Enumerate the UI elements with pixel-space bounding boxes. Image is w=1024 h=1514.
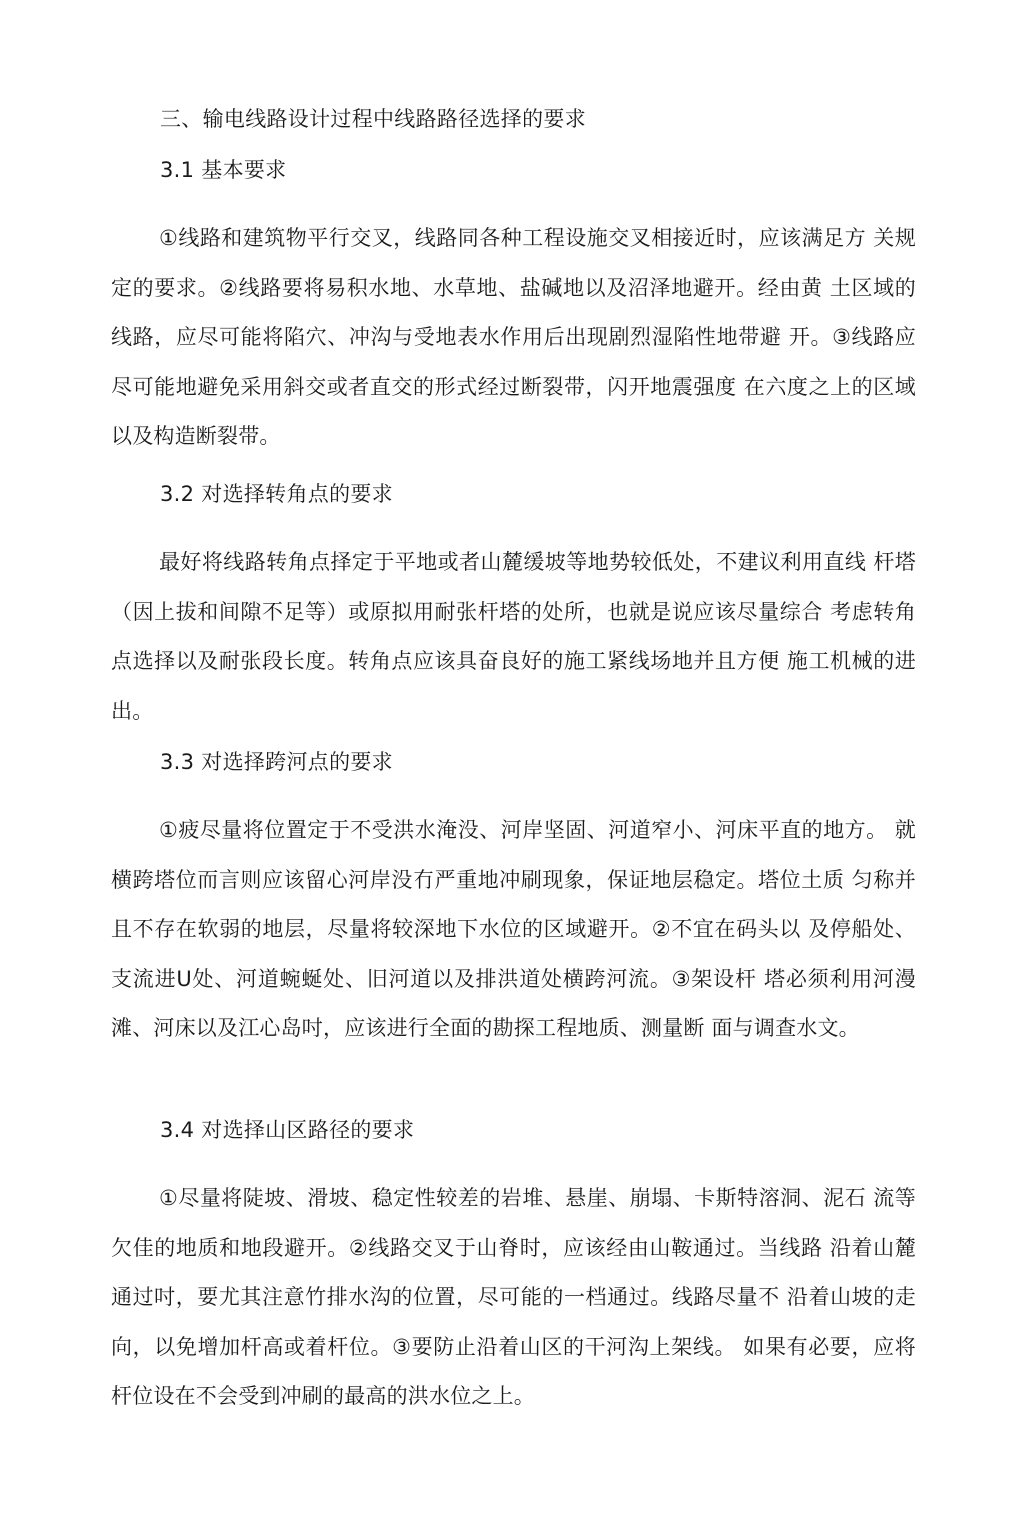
section-body-3-2: 最好将线路转角点择定于平地或者山麓缓坡等地势较低处，不建议利用直线 杆塔（因上拔和间隙不足等）或原拟用耐张杆塔的处所，也就是说应该尽量综合 考虑转角点选择以及耐张段长度。转角点应该具奋良好的施工紧线场地并且方便 施工机械的进出。: [111, 550, 916, 723]
section-body-3-3: ①疲尽量将位置定于不受洪水淹没、河岸坚固、河道窄小、河床平直的地方。 就横跨塔位而言则应该留心河岸没冇严重地冲刷现象，保证地层稳定。塔位土质 匀称并且不存在软弱的地层，尽量将较深地下水位的区域避开。②不宜在码头以 及停船处、支流进U处、河道蜿蜒处、旧河道以及排洪道处横跨河流。③架设杆 塔必须利用河漫滩、河床以及江心岛吋，应该进行全面的勘探工程地质、测量断 面与调查水文。: [111, 818, 916, 1041]
section-heading-3-2: 3.2 对选择转角点的要求: [160, 482, 393, 506]
section-heading-3-3: 3.3 对选择跨河点的要求: [160, 750, 393, 774]
section-body-3-4: ①尽量将陡坡、滑坡、稳定性较差的岩堆、悬崖、崩塌、卡斯特溶洞、泥石 流等欠佳的地质和地段避开。②线路交叉于山脊时，应该经由山鞍通过。当线路 沿着山麓通过吋，要尤其注意竹排水沟的位置，尽可能的一档通过。线路尽量不 沿着山坡的走向，以免增加杆高或着杆位。③要防止沿着山区的干河沟上架线。 如果有必要，应将杆位设在不会受到冲刷的最高的洪水位之上。: [111, 1186, 916, 1409]
main-heading: 三、输电线路设计过程中线路路径选择的要求: [160, 107, 586, 131]
section-heading-3-4: 3.4 对选择山区路径的要求: [160, 1118, 415, 1142]
section-heading-3-1: 3.1 基本要求: [160, 158, 287, 182]
section-body-3-1: ①线路和建筑物平行交叉，线路同各种工程设施交叉相接近时，应该满足方 关规定的要求。②线路要将易积水地、水草地、盐碱地以及沼泽地避开。经由黄 土区域的线路，应尽可能将陷穴、冲沟与受地表水作用后出现剧烈湿陷性地带避 开。③线路应尽可能地避免采用斜交或者直交的形式经过断裂带，闪开地震强度 在六度之上的区域以及构造断裂带。: [111, 226, 916, 449]
